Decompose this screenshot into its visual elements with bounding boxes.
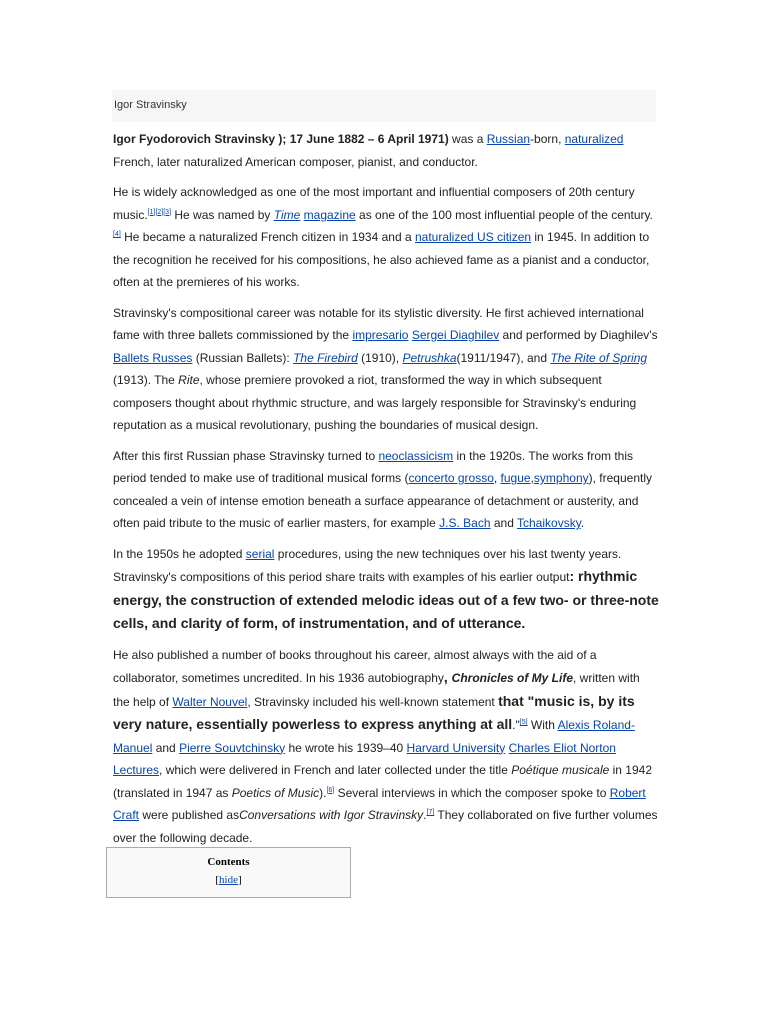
text: , xyxy=(530,471,534,485)
text-italic: Conversations with Igor Stravinsky xyxy=(239,808,424,822)
link-magazine[interactable]: magazine xyxy=(303,207,356,222)
text: French, later naturalized American composer, pianist, and conductor. xyxy=(113,154,478,169)
text: was a xyxy=(448,132,487,146)
link-the-firebird[interactable] xyxy=(293,351,358,365)
text: procedures, using the new techniques over his last twenty years. Stravinsky's compositions of this period share traits with examples of his earlier output xyxy=(113,546,622,584)
text: in 1942 (translated in 1947 as xyxy=(113,763,652,800)
link-symphony[interactable]: symphony xyxy=(533,471,589,485)
text: He is widely acknowledged as one of the most important and influential composers of 20th century music. xyxy=(113,185,635,222)
link-harvard-university[interactable]: Harvard University xyxy=(406,740,506,755)
link-tchaikovsky[interactable]: Tchaikovsky xyxy=(517,516,581,530)
link-charles-eliot-norton-lectures[interactable]: Charles Eliot Norton Lectures xyxy=(113,740,616,777)
citation-link[interactable]: [6] xyxy=(326,786,335,794)
text: Several interviews in which the composer spoke to xyxy=(334,785,610,800)
citation-5[interactable] xyxy=(520,719,528,726)
link-walter-nouvel[interactable]: Walter Nouvel xyxy=(172,694,248,709)
toc-toggle xyxy=(107,874,350,886)
text: (1913). The xyxy=(113,373,179,387)
link-impresario[interactable]: impresario xyxy=(352,328,409,342)
text-bold-large: : rhythmic energy, the construction of extended melodic ideas out of a few two- or three-note cells, and clarity of form, of instrumentation, and of utterance. xyxy=(113,568,659,631)
citation-link[interactable]: [7] xyxy=(426,809,435,816)
toc-bracket-close: ] xyxy=(237,874,242,886)
text: and xyxy=(490,516,517,530)
text: ), frequently concealed a vein of intense emotion beneath a surface appearance of detachment or austerity, and often paid tribute to the music of earlier masters, for example xyxy=(113,471,652,530)
link-naturalized-us-citizen[interactable]: naturalized US citizen xyxy=(414,230,532,244)
text-italic: Poetics of Music xyxy=(231,785,320,800)
link-alexis-roland-manuel[interactable]: Alexis Roland-Manuel xyxy=(113,718,635,755)
link-the-firebird-label: The Firebird xyxy=(293,350,358,365)
link-sergei-diaghilev[interactable]: Sergei Diaghilev xyxy=(411,328,500,342)
link-neoclassicism[interactable]: neoclassicism xyxy=(378,448,454,463)
text: . xyxy=(423,808,427,822)
text: , which were delivered in French and later collected under the title xyxy=(159,763,512,777)
text-italic: Poétique musicale xyxy=(511,763,610,777)
text-bold-italic: Chronicles of My Life xyxy=(451,671,574,685)
article-body xyxy=(113,128,659,857)
toc-bracket-open: [ xyxy=(215,874,220,886)
link-the-rite-of-spring[interactable] xyxy=(550,351,647,365)
link-time[interactable] xyxy=(274,208,301,222)
text: He was named by xyxy=(171,207,274,222)
citation-4[interactable] xyxy=(113,231,121,238)
citation-1-2-3[interactable] xyxy=(148,209,171,216)
text: With xyxy=(527,718,558,732)
text: ). xyxy=(319,785,327,800)
link-naturalized[interactable]: naturalized xyxy=(564,132,624,146)
text: -born, xyxy=(530,132,565,146)
link-serial[interactable]: serial xyxy=(245,546,275,561)
link-petrushka-label: Petrushka xyxy=(402,350,457,365)
text: He became a naturalized French citizen in 1934 and a xyxy=(120,230,415,244)
text-italic: Rite xyxy=(178,373,200,387)
paragraph-career xyxy=(113,302,659,437)
link-concerto-grosso[interactable]: concerto grosso xyxy=(408,471,494,485)
text: in 1945. In addition to the recognition he received for his compositions, he also achieved fame as a pianist and a conductor, often at the premieres of his works. xyxy=(113,230,650,289)
quote-bold-large: that "music is, by its very nature, essentially powerless to express anything at all xyxy=(113,692,635,732)
toc-title: Contents xyxy=(207,856,250,868)
link-js-bach[interactable]: J.S. Bach xyxy=(439,516,491,530)
toc-hide-link[interactable]: hide xyxy=(219,874,238,886)
text: he wrote his 1939–40 xyxy=(285,740,407,755)
link-robert-craft[interactable]: Robert Craft xyxy=(113,785,646,822)
link-fugue[interactable]: fugue xyxy=(500,471,531,485)
text: (1910), xyxy=(357,350,403,365)
text: were published as xyxy=(139,808,240,822)
text: , whose premiere provoked a riot, transformed the way in which subsequent composers thought about rhythmic structure, and was largely responsible for Stravinsky's enduring reputation as a musical revolutionary, pushing the boundaries of musical design. xyxy=(113,373,637,432)
link-pierre-souvtchinsky[interactable]: Pierre Souvtchinsky xyxy=(179,740,286,755)
text-bold: , xyxy=(443,669,452,685)
citation-link[interactable]: [1][2][3] xyxy=(147,208,172,216)
link-the-rite-of-spring-label: The Rite of Spring xyxy=(550,350,648,365)
text: , written with the help of xyxy=(113,671,640,709)
text: After this first Russian phase Stravinsky turned to xyxy=(113,448,379,463)
text: in the 1920s. The works from this period tended to make use of traditional musical forms ( xyxy=(113,448,634,485)
paragraph-intro xyxy=(113,128,659,173)
page-title: Igor Stravinsky xyxy=(114,99,187,111)
text: ." xyxy=(512,718,520,732)
text: and xyxy=(152,740,180,755)
text: (Russian Ballets): xyxy=(192,350,294,365)
text: They collaborated on five further volumes over the following decade. xyxy=(113,808,658,845)
paragraph-books xyxy=(113,644,659,850)
paragraph-serialism xyxy=(113,543,659,636)
page-title-bar xyxy=(112,90,656,122)
paragraph-neoclassicism xyxy=(113,445,659,535)
citation-link[interactable]: [4] xyxy=(113,231,121,238)
link-ballets-russes[interactable]: Ballets Russes xyxy=(113,350,193,365)
text: . xyxy=(580,516,585,530)
table-of-contents xyxy=(106,847,351,898)
citation-link[interactable]: [5] xyxy=(519,719,528,726)
text: , Stravinsky included his well-known statement xyxy=(247,694,499,709)
text: (1911/1947), and xyxy=(456,350,551,365)
text: Stravinsky's compositional career was notable for its stylistic diversity. He first achieved international fame with three ballets commissioned by the xyxy=(113,305,644,342)
link-time-label: Time xyxy=(273,207,301,222)
text: He also published a number of books throughout his career, almost always with the aid of a collaborator, sometimes uncredited. In his 1936 autobiography xyxy=(113,647,597,685)
text: In the 1950s he adopted xyxy=(113,546,246,561)
text: as one of the 100 most influential people of the century. xyxy=(355,207,653,222)
lead-name: Igor Fyodorovich Stravinsky ); 17 June 1882 – 6 April 1971) xyxy=(113,132,449,146)
paragraph-acclaim xyxy=(113,181,659,294)
link-russian[interactable]: Russian xyxy=(486,132,531,146)
link-petrushka[interactable] xyxy=(402,351,456,365)
text: , xyxy=(493,471,501,485)
text: and performed by Diaghilev's xyxy=(499,328,658,342)
